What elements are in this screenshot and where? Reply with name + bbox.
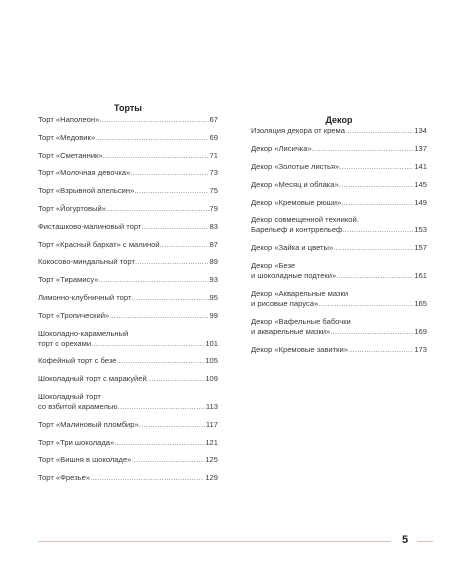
toc-entry-row (251, 345, 427, 355)
toc-entry-row (251, 271, 427, 281)
toc-entry-title-line: Торт «Красный бархат» с малиной (38, 239, 160, 249)
dot-leader (134, 186, 208, 196)
toc-entry-page: 137 (414, 143, 427, 153)
toc-entry-title-line: и акварельные мазки» (251, 327, 331, 337)
dot-leader (131, 455, 204, 465)
toc-entry-page: 71 (209, 150, 218, 160)
dot-leader (118, 402, 205, 412)
toc-entry[interactable] (38, 374, 218, 384)
dot-leader (131, 293, 208, 303)
dot-leader (106, 204, 209, 214)
toc-entry-row (251, 225, 427, 235)
toc-entry[interactable] (38, 204, 218, 214)
toc-entry[interactable] (38, 168, 218, 178)
toc-entry-title-line: Декор «Зайка и цветы» (251, 243, 334, 253)
toc-entry-page: 109 (205, 374, 218, 384)
dot-leader (95, 133, 208, 143)
toc-entry-title-line: Кокосово-миндальный торт (38, 257, 135, 267)
footer-rule-right (417, 541, 433, 542)
toc-entry-page: 99 (209, 310, 218, 320)
toc-entry-title-line: Торт «Вишня в шоколаде» (38, 455, 132, 465)
toc-entry-title-line: со взбитой карамелью (38, 401, 118, 411)
toc-entry[interactable] (38, 115, 218, 125)
toc-entry-row (38, 311, 218, 321)
toc-entry[interactable] (38, 240, 218, 250)
toc-entry-row (38, 473, 218, 483)
toc-entry-title-line: Лимонно-клубничный торт (38, 292, 132, 302)
toc-entry-title-line: Торт «Молочная девочка» (38, 168, 131, 178)
toc-entry-row (251, 162, 427, 172)
toc-entry-page: 69 (209, 132, 218, 142)
decor-toc-list (251, 126, 427, 363)
toc-entry-page: 95 (209, 292, 218, 302)
toc-entry-page: 113 (205, 401, 218, 411)
toc-entry[interactable] (38, 275, 218, 285)
dot-leader (90, 473, 204, 483)
toc-entry-page: 141 (414, 161, 427, 171)
toc-entry-title-line: и рисовые паруса» (251, 299, 319, 309)
toc-entry-title-line: Декор «Лисичка» (251, 143, 312, 153)
toc-entry-title-line: Шоколадный торт с маракуйей (38, 374, 147, 384)
toc-entry[interactable] (38, 186, 218, 196)
toc-entry-page: 73 (209, 168, 218, 178)
toc-entry[interactable] (251, 126, 427, 136)
cakes-toc-list (38, 115, 218, 491)
toc-entry-row (38, 438, 218, 448)
dot-leader (348, 345, 413, 355)
toc-entry[interactable] (251, 198, 427, 208)
toc-entry-page: 145 (414, 179, 427, 189)
toc-entry-title-line: Торт «Тропический» (38, 310, 110, 320)
toc-entry-page: 161 (414, 271, 427, 281)
toc-entry-title-line: торт с орехами (38, 338, 92, 348)
toc-entry-title-line: Шоколадный торт (38, 391, 101, 401)
dot-leader (341, 198, 413, 208)
toc-entry-page: 121 (205, 437, 218, 447)
toc-entry-page: 173 (414, 344, 427, 354)
toc-entry[interactable] (251, 162, 427, 172)
toc-entry[interactable] (251, 289, 427, 309)
toc-entry-title-line: Торт «Тирамису» (38, 275, 99, 285)
dot-leader (91, 339, 204, 349)
toc-entry-row (38, 293, 218, 303)
toc-entry-page: 87 (209, 239, 218, 249)
toc-entry-row (38, 257, 218, 267)
dot-leader (114, 438, 204, 448)
toc-entry[interactable] (38, 257, 218, 267)
dot-leader (99, 115, 208, 125)
toc-entry-title-line: Декор «Месяц и облака» (251, 179, 339, 189)
toc-entry-row (38, 204, 218, 214)
toc-entry-row (38, 133, 218, 143)
dot-leader (339, 180, 414, 190)
toc-entry-row (38, 455, 218, 465)
toc-entry[interactable] (251, 180, 427, 190)
toc-entry-row (38, 275, 218, 285)
toc-entry-title-line: Торт «Медовик» (38, 132, 96, 142)
toc-entry-title-line: Изоляция декора от крема (251, 126, 345, 135)
toc-entry-page: 134 (414, 126, 427, 135)
toc-entry-title-line: Фисташково-малиновый торт (38, 221, 142, 231)
toc-entry-row (38, 356, 218, 366)
toc-entry-title-line: Шоколадно-карамельный (38, 328, 129, 338)
cakes-section-title: Торты (114, 103, 142, 114)
toc-entry-title-line: Торт «Малиновый пломбир» (38, 419, 139, 429)
toc-entry-page: 165 (414, 299, 427, 309)
toc-entry[interactable] (38, 311, 218, 321)
toc-entry-row (38, 115, 218, 125)
toc-entry-page: 83 (209, 221, 218, 231)
toc-entry-title-line: Кофейный торт с безе (38, 356, 117, 366)
toc-entry-title-line: Торт «Сметанник» (38, 150, 103, 160)
toc-entry-title-line: Декор «Кремовые рюши» (251, 197, 342, 207)
footer-rule (38, 541, 391, 542)
toc-entry-page: 125 (205, 455, 218, 465)
toc-entry-page: 89 (209, 257, 218, 267)
dot-leader (333, 243, 413, 253)
toc-entry-row (38, 374, 218, 384)
toc-entry[interactable] (38, 392, 218, 412)
toc-entry-page: 67 (209, 115, 218, 124)
dot-leader (312, 144, 414, 154)
toc-entry-row (38, 339, 218, 349)
toc-entry[interactable] (38, 455, 218, 465)
toc-entry[interactable] (38, 133, 218, 143)
toc-entry-row (251, 198, 427, 208)
toc-entry[interactable] (38, 356, 218, 366)
toc-entry-row (38, 240, 218, 250)
toc-entry-title-line: и шоколадные подтеки» (251, 271, 337, 281)
toc-entry[interactable] (38, 473, 218, 483)
toc-entry-row (251, 327, 427, 337)
toc-entry-row (251, 126, 427, 136)
dot-leader (135, 257, 209, 267)
toc-entry[interactable] (38, 438, 218, 448)
toc-entry-page: 157 (414, 243, 427, 253)
dot-leader (345, 126, 413, 136)
toc-entry-row (38, 222, 218, 232)
dot-leader (116, 356, 204, 366)
toc-entry[interactable] (251, 345, 427, 355)
toc-entry-title-line: Декор «Безе (251, 261, 296, 271)
toc-entry[interactable] (251, 215, 427, 235)
toc-entry-page: 153 (414, 225, 427, 235)
toc-entry-page: 105 (205, 356, 218, 366)
dot-leader (147, 374, 205, 384)
toc-entry[interactable] (38, 222, 218, 232)
toc-entry-page: 101 (205, 338, 218, 348)
toc-entry-title-line: Декор «Золотые листья» (251, 161, 340, 171)
toc-entry[interactable] (38, 420, 218, 430)
dot-leader (99, 275, 209, 285)
dot-leader (342, 225, 413, 235)
toc-entry-title-line: Торт «Три шоколада» (38, 437, 115, 447)
toc-entry[interactable] (251, 243, 427, 253)
toc-entry-row (38, 186, 218, 196)
toc-entry-row (38, 402, 218, 412)
toc-entry[interactable] (251, 261, 427, 281)
toc-entry[interactable] (38, 293, 218, 303)
page-number: 5 (401, 534, 409, 546)
toc-entry-title-line: Торт «Взрывной апельсин» (38, 186, 135, 196)
toc-entry-row (251, 180, 427, 190)
toc-entry[interactable] (251, 144, 427, 154)
toc-entry-title-line: Декор «Кремовые завитки» (251, 344, 348, 354)
toc-entry-title-line: Барельеф и контррельеф (251, 225, 343, 235)
toc-entry-page: 75 (209, 186, 218, 196)
toc-entry-title-line: Торт «Наполеон» (38, 115, 100, 124)
toc-entry-title-line: Торт «Йогуртовый» (38, 203, 106, 213)
dot-leader (103, 151, 209, 161)
toc-entry-page: 169 (414, 327, 427, 337)
toc-entry-page: 93 (209, 275, 218, 285)
dot-leader (336, 271, 413, 281)
toc-entry[interactable] (38, 329, 218, 349)
toc-entry-row (38, 151, 218, 161)
toc-entry-row (38, 168, 218, 178)
toc-entry-title-line: Декор «Акварельные мазки (251, 289, 349, 299)
dot-leader (139, 420, 205, 430)
dot-leader (141, 222, 208, 232)
toc-entry-title-line: Декор совмещенной техникой. (251, 215, 359, 225)
toc-entry-page: 129 (205, 473, 218, 483)
toc-entry-row (251, 144, 427, 154)
toc-entry-page: 117 (205, 419, 218, 429)
toc-entry[interactable] (251, 317, 427, 337)
toc-entry-title-line: Декор «Вафельные бабочки (251, 317, 351, 327)
dot-leader (339, 162, 413, 172)
toc-entry-title-line: Торт «Фрезье» (38, 473, 91, 483)
toc-entry-row (251, 243, 427, 253)
dot-leader (109, 311, 208, 321)
toc-entry-page: 79 (209, 203, 218, 213)
dot-leader (330, 327, 413, 337)
dot-leader (130, 168, 208, 178)
dot-leader (318, 299, 413, 309)
decor-section-title: Декор (325, 115, 353, 126)
toc-entry-row (38, 420, 218, 430)
dot-leader (160, 240, 209, 250)
toc-entry[interactable] (38, 151, 218, 161)
toc-entry-row (251, 299, 427, 309)
toc-entry-page: 149 (414, 197, 427, 207)
